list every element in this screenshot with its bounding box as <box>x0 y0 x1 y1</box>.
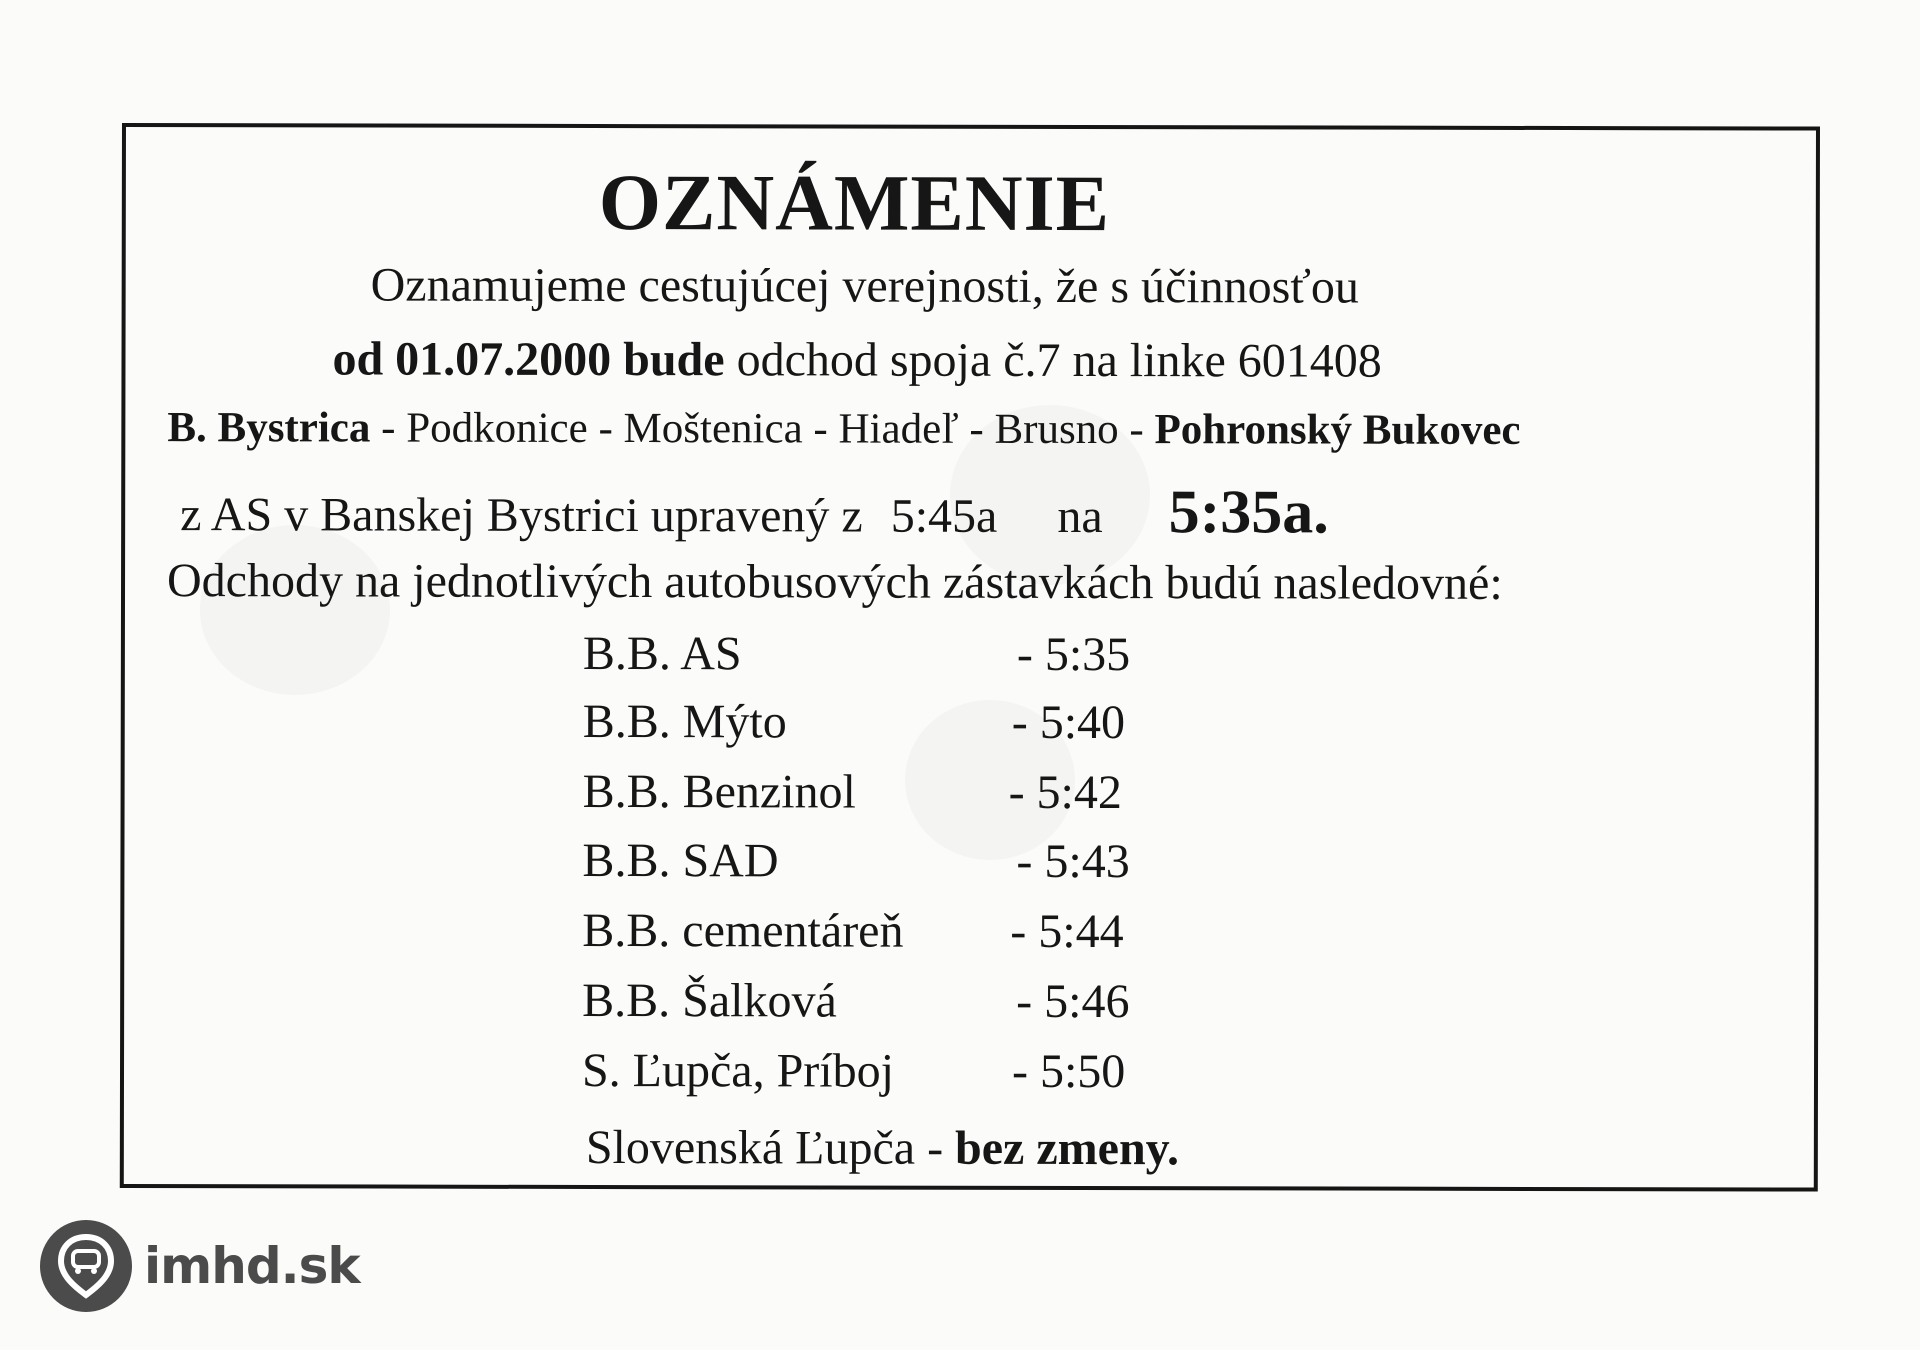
notice-time-change <box>180 475 1329 548</box>
final-stop-line <box>586 1120 1179 1176</box>
final-stop: Slovenská Ľupča - <box>585 1120 956 1175</box>
notice-route <box>167 403 1520 455</box>
stop-name: B.B. Šalková <box>582 973 837 1028</box>
stop-time: - 5:44 <box>1010 904 1124 959</box>
bus-pin-icon <box>40 1220 132 1312</box>
change-text: z AS v Banskej Bystrici upravený z <box>180 488 863 543</box>
effective-date: od 01.07.2000 bude <box>332 332 725 387</box>
notice-title: OZNÁMENIE <box>598 158 1111 249</box>
stop-name: B.B. cementáreň <box>582 903 904 958</box>
stop-time: - 5:42 <box>1008 765 1122 820</box>
final-status: bez zmeny. <box>955 1121 1180 1176</box>
stops-intro: Odchody na jednotlivých autobusových zástavkách budú nasledovné: <box>166 554 1503 610</box>
stop-name: S. Ľupča, Príboj <box>581 1043 895 1098</box>
imhd-logo <box>40 1220 360 1312</box>
stop-time: - 5:43 <box>1016 834 1130 889</box>
stop-name: B.B. Benzinol <box>582 764 856 819</box>
stop-time: - 5:40 <box>1011 695 1126 750</box>
notice-intro: Oznamujeme cestujúcej verejnosti, že s účinnosťou <box>370 258 1359 314</box>
stop-time: - 5:50 <box>1011 1044 1126 1099</box>
logo-text: imhd.sk <box>144 1237 360 1295</box>
route-from: B. Bystrica <box>167 404 371 452</box>
stop-time: - 5:35 <box>1016 627 1131 682</box>
notice-effective-line <box>332 331 1381 388</box>
old-time: 5:45a <box>890 489 998 543</box>
stop-name: B.B. SAD <box>582 833 779 888</box>
new-time: 5:35a. <box>1168 478 1329 547</box>
stop-name: B.B. Mýto <box>582 694 787 749</box>
stop-time: - 5:46 <box>1016 974 1130 1029</box>
route-to: Pohronský Bukovec <box>1154 406 1521 454</box>
route-via: - Podkonice - Moštenica - Hiadeľ - Brusno - <box>370 404 1155 454</box>
stop-name: B.B. AS <box>582 626 742 681</box>
notice-frame <box>120 123 1820 1192</box>
change-word: na <box>1057 489 1103 544</box>
line-info: odchod spoja č.7 na linke 601408 <box>724 333 1382 388</box>
